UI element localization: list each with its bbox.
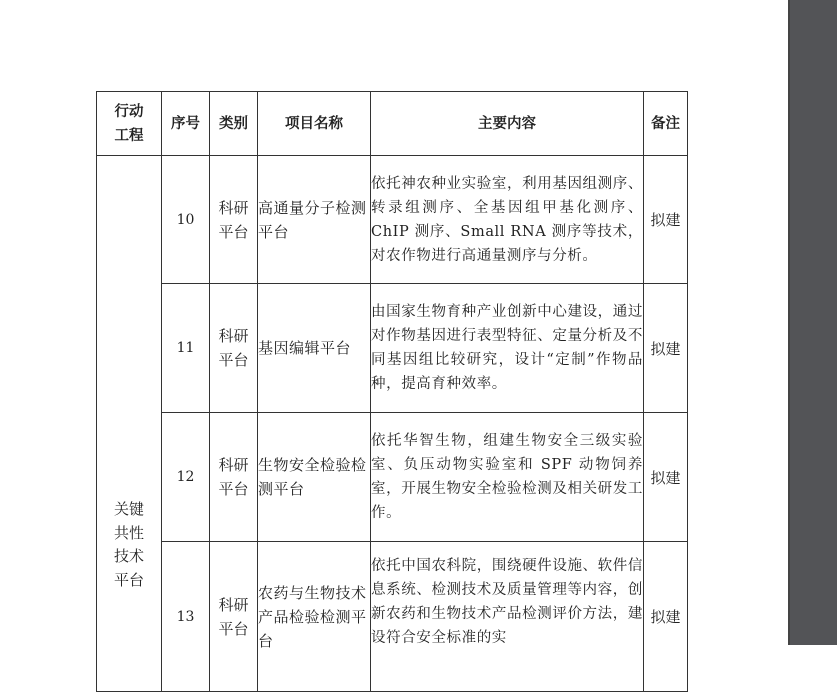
header-project: 项目名称 xyxy=(258,92,371,156)
table-row xyxy=(97,413,688,542)
row-number: 10 xyxy=(162,156,210,284)
header-note: 备注 xyxy=(644,92,688,156)
row-content: 由国家生物育种产业创新中心建设，通过对作物基因进行表型特征、定量分析及不同基因组比较研究，设计“定制”作物品种，提高育种效率。 xyxy=(371,284,644,413)
row-project-name: 生物安全检验检测平台 xyxy=(258,413,371,542)
row-content: 依托神农种业实验室，利用基因组测序、转录组测序、全基因组甲基化测序、ChIP 测序、Small RNA 测序等技术，对农作物进行高通量测序与分析。 xyxy=(371,156,644,284)
row-project-name: 基因编辑平台 xyxy=(258,284,371,413)
row-note: 拟建 xyxy=(644,413,688,542)
table-row xyxy=(97,542,688,692)
row-note: 拟建 xyxy=(644,284,688,413)
row-number: 12 xyxy=(162,413,210,542)
viewer-background-panel xyxy=(788,0,837,645)
row-content: 依托中国农科院，围绕硬件设施、软件信息系统、检测技术及质量管理等内容，创新农药和生物技术产品检测评价方法，建设符合安全标准的实 xyxy=(371,542,644,692)
group-label: 关键 共性 技术 平台 xyxy=(113,500,144,589)
table-header-row xyxy=(97,92,688,156)
row-note: 拟建 xyxy=(644,156,688,284)
header-category: 类别 xyxy=(210,92,258,156)
table-row xyxy=(97,156,688,284)
table-row xyxy=(97,284,688,413)
row-category: 科研 平台 xyxy=(210,156,258,284)
row-note: 拟建 xyxy=(644,542,688,692)
row-project-name: 高通量分子检测平台 xyxy=(258,156,371,284)
row-number: 11 xyxy=(162,284,210,413)
header-number: 序号 xyxy=(162,92,210,156)
row-category: 科研 平台 xyxy=(210,413,258,542)
project-table xyxy=(96,91,688,692)
row-category: 科研 平台 xyxy=(210,284,258,413)
header-content: 主要内容 xyxy=(371,92,644,156)
header-action: 行动 工程 xyxy=(97,92,162,156)
page-edge-shadow xyxy=(788,0,790,645)
row-content: 依托华智生物，组建生物安全三级实验室、负压动物实验室和 SPF 动物饲养室，开展生物安全检验检测及相关研发工作。 xyxy=(371,413,644,542)
row-project-name: 农药与生物技术产品检验检测平台 xyxy=(258,542,371,692)
group-label-cell xyxy=(97,156,162,692)
row-category: 科研 平台 xyxy=(210,542,258,692)
row-number: 13 xyxy=(162,542,210,692)
